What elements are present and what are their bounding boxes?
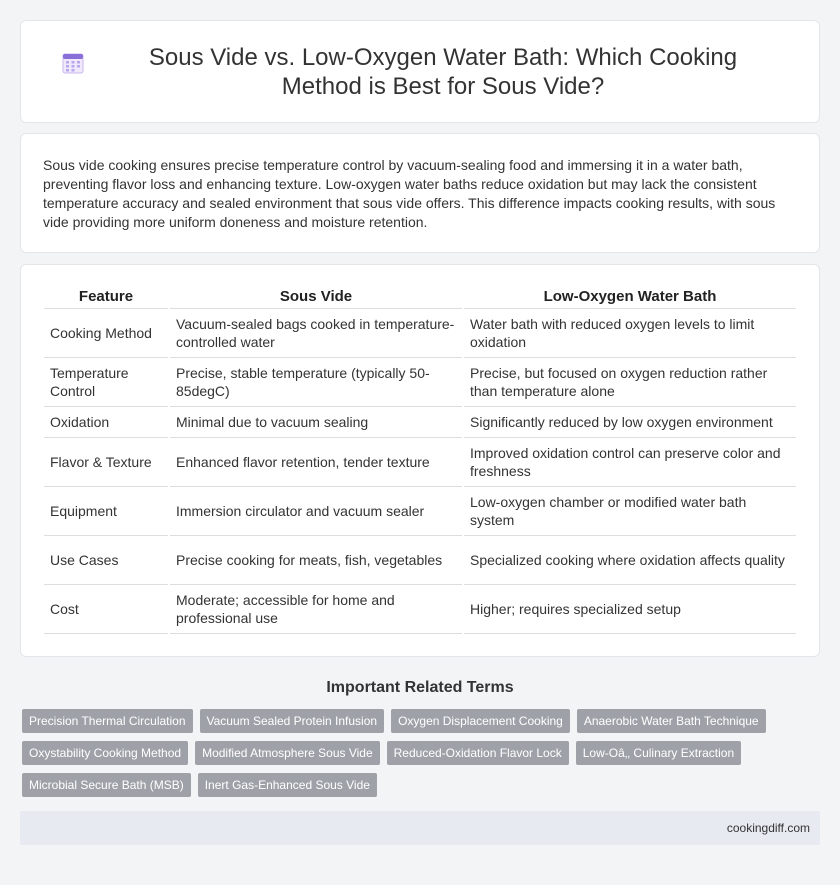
related-term-tag[interactable]: Modified Atmosphere Sous Vide [195, 741, 380, 765]
column-header-low-oxygen: Low-Oxygen Water Bath [464, 285, 796, 309]
sous-vide-cell: Immersion circulator and vacuum sealer [170, 487, 462, 536]
low-oxygen-cell: Low-oxygen chamber or modified water bath system [464, 487, 796, 536]
related-term-tag[interactable]: Low-Oâ‚‚ Culinary Extraction [576, 741, 741, 765]
feature-cell: Cost [44, 585, 168, 634]
table-row [44, 309, 796, 358]
page-footer [20, 811, 820, 845]
related-term-tag[interactable]: Oxygen Displacement Cooking [391, 709, 570, 733]
related-term-tag[interactable]: Inert Gas-Enhanced Sous Vide [198, 773, 377, 797]
table-header-row [44, 285, 796, 309]
table-row [44, 438, 796, 487]
footer-site-link[interactable]: cookingdiff.com [726, 821, 810, 835]
intro-text: Sous vide cooking ensures precise temperature control by vacuum-sealing food and immersing it in a water bath, preventing flavor loss and enhancing texture. Low-oxygen water baths reduce oxidation but may lack the consistent temperature accuracy and sealed environment that sous vide offers. This difference impacts cooking results, with sous vide providing more uniform doneness and moisture retention. [43, 157, 776, 230]
column-header-sous-vide: Sous Vide [170, 285, 462, 309]
feature-cell: Equipment [44, 487, 168, 536]
table-row [44, 585, 796, 634]
sous-vide-cell: Vacuum-sealed bags cooked in temperature-controlled water [170, 309, 462, 358]
page-header [20, 20, 820, 123]
feature-cell: Flavor & Texture [44, 438, 168, 487]
related-term-tag[interactable]: Anaerobic Water Bath Technique [577, 709, 766, 733]
low-oxygen-cell: Significantly reduced by low oxygen environment [464, 407, 796, 438]
related-terms-title: Important Related Terms [326, 679, 514, 696]
feature-cell: Use Cases [44, 536, 168, 585]
sous-vide-cell: Moderate; accessible for home and professional use [170, 585, 462, 634]
table-row [44, 487, 796, 536]
sous-vide-cell: Precise, stable temperature (typically 50-85degC) [170, 358, 462, 407]
low-oxygen-cell: Specialized cooking where oxidation affects quality [464, 536, 796, 585]
table-row [44, 536, 796, 585]
calendar-icon [61, 51, 85, 75]
low-oxygen-cell: Improved oxidation control can preserve color and freshness [464, 438, 796, 487]
feature-cell: Cooking Method [44, 309, 168, 358]
sous-vide-cell: Enhanced flavor retention, tender texture [170, 438, 462, 487]
feature-cell: Temperature Control [44, 358, 168, 407]
low-oxygen-cell: Water bath with reduced oxygen levels to limit oxidation [464, 309, 796, 358]
related-term-tag[interactable]: Microbial Secure Bath (MSB) [22, 773, 191, 797]
related-term-tag[interactable]: Precision Thermal Circulation [22, 709, 193, 733]
sous-vide-cell: Minimal due to vacuum sealing [170, 407, 462, 438]
table-row [44, 358, 796, 407]
sous-vide-cell: Precise cooking for meats, fish, vegetables [170, 536, 462, 585]
low-oxygen-cell: Higher; requires specialized setup [464, 585, 796, 634]
table-row [44, 407, 796, 438]
comparison-table [42, 285, 798, 634]
low-oxygen-cell: Precise, but focused on oxygen reduction rather than temperature alone [464, 358, 796, 407]
intro-section [20, 133, 820, 253]
related-term-tag[interactable]: Oxystability Cooking Method [22, 741, 188, 765]
column-header-feature: Feature [44, 285, 168, 309]
related-term-tag[interactable]: Vacuum Sealed Protein Infusion [200, 709, 385, 733]
feature-cell: Oxidation [44, 407, 168, 438]
page-title: Sous Vide vs. Low-Oxygen Water Bath: Which Cooking Method is Best for Sous Vide? [148, 43, 738, 100]
related-term-tag[interactable]: Reduced-Oxidation Flavor Lock [387, 741, 569, 765]
related-terms-list [20, 697, 820, 797]
comparison-table-card [20, 264, 820, 657]
